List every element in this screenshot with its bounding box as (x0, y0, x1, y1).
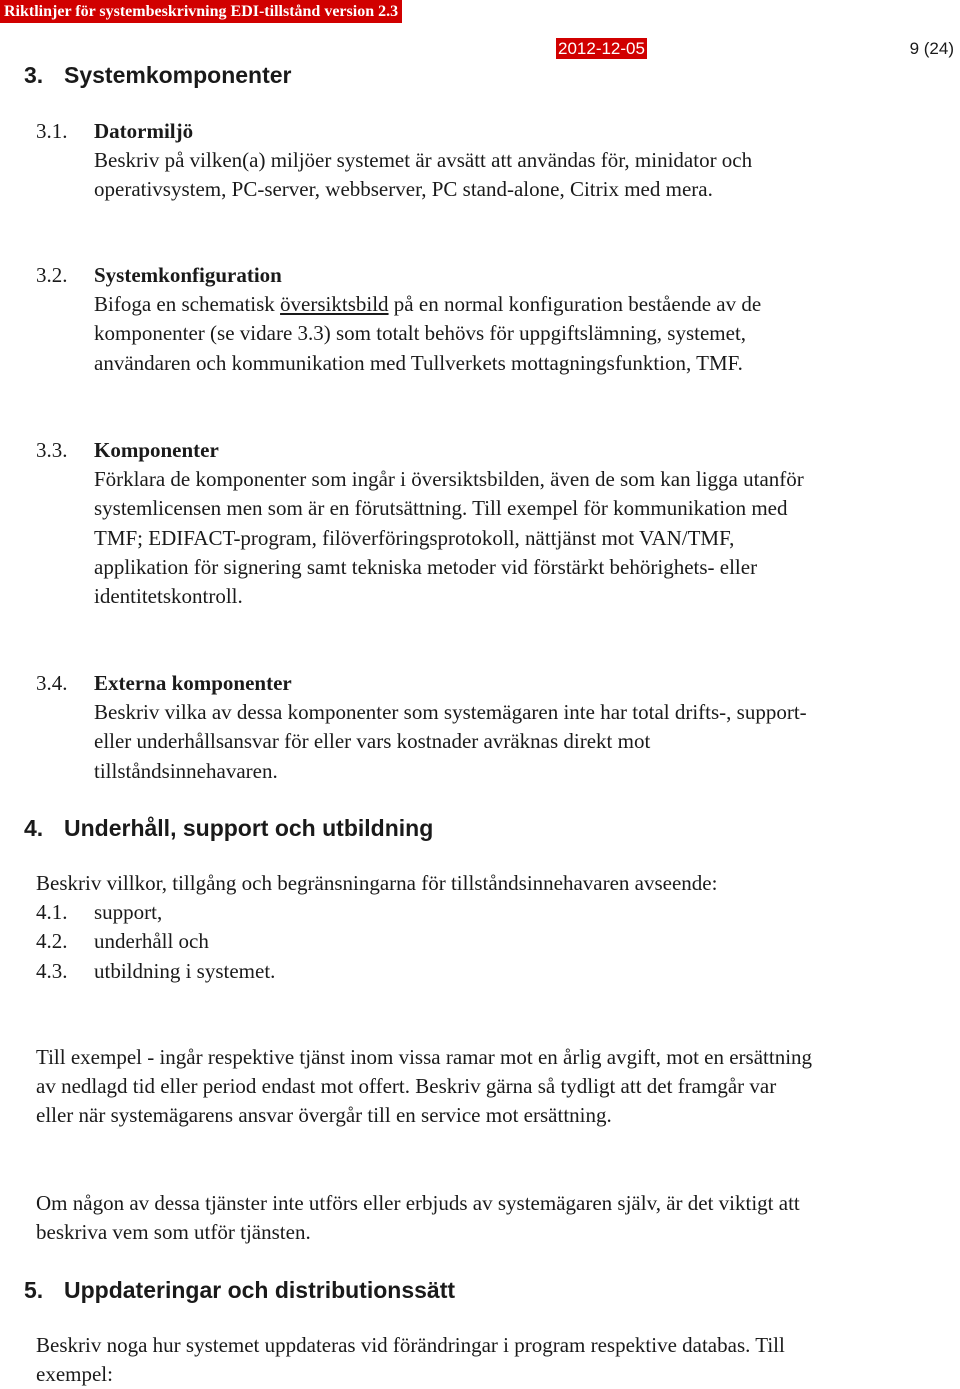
heading-number: 5. (24, 1277, 44, 1303)
heading-number: 4. (24, 815, 44, 841)
subsection-number: 3.1. (36, 119, 68, 143)
subsection-3-3 (36, 436, 816, 611)
list-item (36, 927, 816, 956)
heading-section-5 (24, 1275, 455, 1305)
list-item-text: underhåll och (94, 929, 209, 954)
paragraph-text: Beskriv villkor, tillgång och begränsningarna för tillståndsinnehavaren avseende: (36, 871, 718, 895)
subsection-number: 3.4. (36, 671, 68, 695)
subsection-3-2 (36, 261, 816, 378)
list-item-text: utbildning i systemet. (94, 958, 276, 983)
subsection-title: Systemkonfiguration (94, 263, 282, 287)
section-5-intro: Beskriv noga hur systemet uppdateras vid förändringar i program respektive databas. Till exempel: (36, 1333, 785, 1387)
subsection-title: Externa komponenter (94, 671, 292, 695)
heading-number: 3. (24, 62, 44, 88)
list-item-number: 4.3. (36, 958, 68, 983)
section-4-paragraph-3: Om någon av dessa tjänster inte utförs eller erbjuds av systemägaren själv, är det viktigt att beskriva vem som utför tjänsten. (36, 1191, 800, 1245)
list-item (36, 898, 816, 927)
heading-title: Systemkomponenter (64, 62, 292, 88)
document-date: 2012-12-05 (558, 39, 645, 58)
heading-title: Uppdateringar och distributionssätt (64, 1277, 456, 1303)
subsection-text-start: Bifoga en schematisk (94, 292, 281, 317)
page-number: 9 (24) (909, 39, 954, 58)
list-item-number: 4.2. (36, 929, 68, 954)
subsection-title: Komponenter (94, 438, 219, 462)
document-title-banner: Riktlinjer för systembeskrivning EDI-tillstånd version 2.3 (0, 0, 402, 23)
subsection-text: Förklara de komponenter som ingår i översiktsbilden, även de som kan ligga utanför systemlicensen men som är en förutsättning. Till exempel för kommunikation med TMF; EDIFACT-program, filöverföringsprotokoll, nättjänst mot VAN/TMF, applikation för signering samt tekniska metoder vid förstärkt behörighets- eller identitetskontroll. (94, 467, 804, 609)
section-4-paragraph-2: Till exempel - ingår respektive tjänst inom vissa ramar mot en årlig avgift, mot en ersättning av nedlagd tid eller period endast mot offert. Beskriv gärna så tydligt att det framgår var eller när systemägarens ansvar övergår till en service mot ersättning. (36, 1045, 813, 1128)
overview-image-link[interactable]: översiktsbild (280, 292, 389, 317)
section-4-intro (36, 869, 816, 986)
heading-section-3 (24, 60, 292, 90)
list-item-number: 4.1. (36, 900, 68, 925)
subsection-title: Datormiljö (94, 119, 194, 143)
subsection-3-4 (36, 669, 816, 786)
subsection-3-1 (36, 117, 816, 205)
subsection-text: Beskriv vilka av dessa komponenter som systemägaren inte har total drifts-, support- eller underhållsansvar för eller vars kostnader avräknas direkt mot tillståndsinnehavaren. (94, 700, 807, 783)
subsection-text: Beskriv på vilken(a) miljöer systemet är avsätt att användas för, minidator och operativsystem, PC-server, webbserver, PC stand-alone, Citrix med mera. (94, 148, 753, 202)
heading-section-4 (24, 813, 433, 843)
list-item (36, 957, 816, 986)
subsection-text-end: på en normal konfiguration bestående av de komponenter (se vidare 3.3) som totalt behövs för uppgiftslämning, systemet, användaren och kommunikation med Tullverkets mottagningsfunktion, TMF. (94, 292, 762, 375)
heading-title: Underhåll, support och utbildning (64, 815, 434, 841)
subsection-number: 3.2. (36, 263, 68, 287)
list-item-text: support, (94, 900, 163, 925)
subsection-number: 3.3. (36, 438, 68, 462)
